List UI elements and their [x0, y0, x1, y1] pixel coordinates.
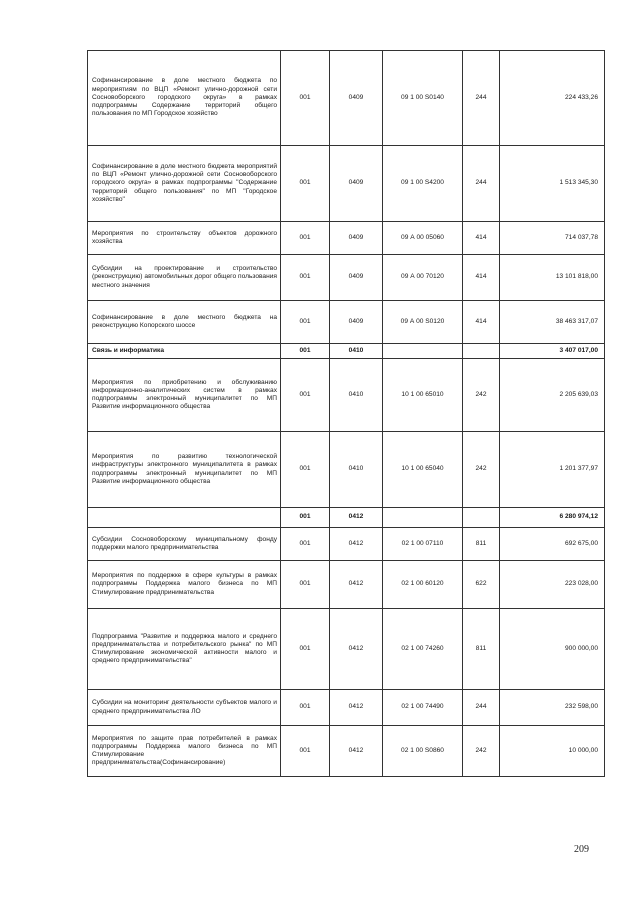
table-row: [88, 726, 605, 777]
ministry-code-cell: 001: [281, 51, 330, 146]
target-article-cell: 02 1 00 S0860: [383, 726, 463, 777]
description-cell: Мероприятия по приобретению и обслуживанию информационно-аналитических систем в рамках подпрограммы электронный муниципалитет по МП Развитие информационного общества: [88, 359, 281, 432]
description-cell: Софинансирование в доле местного бюджета на реконструкцию Копорского шоссе: [88, 301, 281, 344]
amount-cell: 1 513 345,30: [500, 146, 605, 222]
target-article-cell: 02 1 00 60120: [383, 561, 463, 609]
amount-cell: 1 201 377,97: [500, 432, 605, 508]
section-code-cell: 0410: [330, 344, 383, 359]
expense-type-cell: 414: [463, 255, 500, 301]
ministry-code-cell: 001: [281, 561, 330, 609]
ministry-code-cell: 001: [281, 344, 330, 359]
expense-type-cell: 622: [463, 561, 500, 609]
table-row: [88, 690, 605, 726]
description-cell: Мероприятия по поддержке в сфере культуры в рамках подпрограммы Поддержка малого бизнеса по МП Стимулирование предпринимательства: [88, 561, 281, 609]
description-cell: Субсидии на проектирование и строительство (реконструкцию) автомобильных дорог общего пользования местного значения: [88, 255, 281, 301]
target-article-cell: 02 1 00 07110: [383, 528, 463, 561]
ministry-code-cell: 001: [281, 222, 330, 255]
expense-type-cell: 244: [463, 690, 500, 726]
section-code-cell: 0409: [330, 222, 383, 255]
ministry-code-cell: 001: [281, 609, 330, 690]
description-cell: Субсидии на мониторинг деятельности субъектов малого и среднего предпринимательства ЛО: [88, 690, 281, 726]
table-row: [88, 146, 605, 222]
target-article-cell: 10 1 00 65010: [383, 359, 463, 432]
section-code-cell: 0412: [330, 690, 383, 726]
amount-cell: 224 433,26: [500, 51, 605, 146]
section-code-cell: 0410: [330, 432, 383, 508]
amount-cell: 223 028,00: [500, 561, 605, 609]
table-row: [88, 359, 605, 432]
amount-cell: 692 675,00: [500, 528, 605, 561]
section-code-cell: 0409: [330, 146, 383, 222]
amount-cell: 714 037,78: [500, 222, 605, 255]
table-row: [88, 222, 605, 255]
description-cell: Софинансирование в доле местного бюджета мероприятий по ВЦП «Ремонт улично-дорожной сети Сосновоборского городского округа» в рамках подпрограммы "Содержание территорий общего пользования" по МП "Городское хозяйство": [88, 146, 281, 222]
target-article-cell: [383, 344, 463, 359]
table-row: [88, 609, 605, 690]
ministry-code-cell: 001: [281, 301, 330, 344]
section-code-cell: 0409: [330, 255, 383, 301]
expense-type-cell: 244: [463, 146, 500, 222]
amount-cell: 232 598,00: [500, 690, 605, 726]
section-code-cell: 0412: [330, 609, 383, 690]
target-article-cell: 02 1 00 74490: [383, 690, 463, 726]
section-code-cell: 0409: [330, 51, 383, 146]
section-total-row: [88, 344, 605, 359]
expense-type-cell: [463, 508, 500, 528]
amount-cell: 3 407 017,00: [500, 344, 605, 359]
ministry-code-cell: 001: [281, 359, 330, 432]
target-article-cell: 09 1 00 S0140: [383, 51, 463, 146]
section-total-row: [88, 508, 605, 528]
ministry-code-cell: 001: [281, 146, 330, 222]
target-article-cell: 10 1 00 65040: [383, 432, 463, 508]
budget-table: [87, 50, 605, 777]
expense-type-cell: 242: [463, 726, 500, 777]
table-row: [88, 432, 605, 508]
amount-cell: 38 463 317,07: [500, 301, 605, 344]
target-article-cell: 09 А 00 70120: [383, 255, 463, 301]
description-cell: Связь и информатика: [88, 344, 281, 359]
section-code-cell: 0410: [330, 359, 383, 432]
amount-cell: 900 000,00: [500, 609, 605, 690]
expense-type-cell: 244: [463, 51, 500, 146]
table-row: [88, 255, 605, 301]
ministry-code-cell: 001: [281, 432, 330, 508]
description-cell: Мероприятия по защите прав потребителей в рамках подпрограммы Поддержка малого бизнеса по МП Стимулирование предпринимательства(Софинансирование): [88, 726, 281, 777]
target-article-cell: 02 1 00 74260: [383, 609, 463, 690]
expense-type-cell: 811: [463, 528, 500, 561]
section-code-cell: 0412: [330, 528, 383, 561]
target-article-cell: 09 1 00 S4200: [383, 146, 463, 222]
ministry-code-cell: 001: [281, 726, 330, 777]
expense-type-cell: 414: [463, 301, 500, 344]
description-cell: Мероприятия по строительству объектов дорожного хозяйства: [88, 222, 281, 255]
section-code-cell: 0412: [330, 508, 383, 528]
description-cell: Софинансирование в доле местного бюджета по мероприятиям по ВЦП «Ремонт улично-дорожной сети Сосновоборского городского округа» в рамках подпрограммы Содержание территорий общего пользования по МП Городское хозяйство: [88, 51, 281, 146]
description-cell: Подпрограмма "Развитие и поддержка малого и среднего предпринимательства и потребительского рынка" по МП Стимулирование экономической активности малого и среднего предпринимательства": [88, 609, 281, 690]
table-row: [88, 528, 605, 561]
ministry-code-cell: 001: [281, 690, 330, 726]
ministry-code-cell: 001: [281, 528, 330, 561]
target-article-cell: [383, 508, 463, 528]
section-code-cell: 0412: [330, 726, 383, 777]
expense-type-cell: 242: [463, 359, 500, 432]
section-code-cell: 0412: [330, 561, 383, 609]
amount-cell: 10 000,00: [500, 726, 605, 777]
expense-type-cell: 414: [463, 222, 500, 255]
ministry-code-cell: 001: [281, 255, 330, 301]
amount-cell: 2 205 639,03: [500, 359, 605, 432]
description-cell: Мероприятия по развитию технологической инфраструктуры электронного муниципалитета в рамках подпрограммы электронный муниципалитет по МП Развитие информационного общества: [88, 432, 281, 508]
expense-type-cell: 811: [463, 609, 500, 690]
table-row: [88, 51, 605, 146]
expense-type-cell: [463, 344, 500, 359]
table-row: [88, 301, 605, 344]
page-number: 209: [574, 844, 589, 855]
target-article-cell: 09 А 00 05060: [383, 222, 463, 255]
ministry-code-cell: 001: [281, 508, 330, 528]
description-cell: Субсидии Сосновоборскому муниципальному фонду поддержки малого предпринимательства: [88, 528, 281, 561]
expense-type-cell: 242: [463, 432, 500, 508]
description-cell: [88, 508, 281, 528]
table-row: [88, 561, 605, 609]
amount-cell: 6 280 974,12: [500, 508, 605, 528]
section-code-cell: 0409: [330, 301, 383, 344]
amount-cell: 13 101 818,00: [500, 255, 605, 301]
target-article-cell: 09 А 00 S0120: [383, 301, 463, 344]
